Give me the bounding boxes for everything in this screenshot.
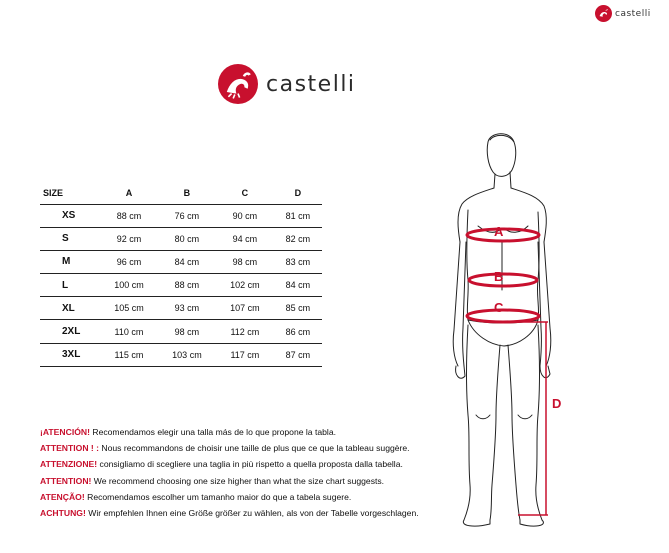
size-cell: 2XL	[40, 320, 100, 343]
value-cell: 94 cm	[216, 227, 274, 250]
value-cell: 98 cm	[216, 250, 274, 273]
scorpion-icon	[595, 5, 612, 22]
value-cell: 88 cm	[100, 204, 158, 227]
table-row	[40, 204, 322, 227]
value-cell: 82 cm	[274, 227, 322, 250]
value-cell: 103 cm	[158, 343, 216, 366]
value-cell: 85 cm	[274, 297, 322, 320]
value-cell: 83 cm	[274, 250, 322, 273]
value-cell: 96 cm	[100, 250, 158, 273]
table-row	[40, 227, 322, 250]
scorpion-icon	[218, 64, 258, 104]
value-cell: 107 cm	[216, 297, 274, 320]
label-d: D	[552, 396, 562, 411]
header-c: C	[216, 182, 274, 204]
value-cell: 117 cm	[216, 343, 274, 366]
value-cell: 92 cm	[100, 227, 158, 250]
note-italian: ATTENZIONE! consigliamo di scegliere una taglia in più rispetto a quella proposta dalla tabella.	[40, 459, 403, 470]
value-cell: 76 cm	[158, 204, 216, 227]
size-chart-table	[40, 182, 322, 367]
brand-logo	[218, 64, 356, 104]
brand-logo-small	[595, 5, 651, 22]
label-c: C	[494, 300, 504, 315]
table-row	[40, 274, 322, 297]
header-d: D	[274, 182, 322, 204]
header-a: A	[100, 182, 158, 204]
value-cell: 86 cm	[274, 320, 322, 343]
size-cell: S	[40, 227, 100, 250]
note-portuguese: ATENÇÃO! Recomendamos escolher um tamanho maior do que a tabela sugere.	[40, 491, 352, 502]
header-b: B	[158, 182, 216, 204]
label-b: B	[494, 269, 504, 284]
note-english: ATTENTION! We recommend choosing one size higher than what the size chart suggests.	[40, 475, 385, 486]
brand-wordmark: castelli	[266, 71, 356, 97]
value-cell: 81 cm	[274, 204, 322, 227]
value-cell: 112 cm	[216, 320, 274, 343]
value-cell: 110 cm	[100, 320, 158, 343]
size-cell: XS	[40, 204, 100, 227]
note-german: ACHTUNG! Wir empfehlen Ihnen eine Größe größer zu wählen, als von der Tabelle vorgeschlagen.	[40, 508, 419, 519]
label-a: A	[494, 224, 504, 239]
table-row	[40, 343, 322, 366]
body-measurement-figure	[438, 130, 578, 530]
value-cell: 100 cm	[100, 274, 158, 297]
size-cell: L	[40, 274, 100, 297]
value-cell: 115 cm	[100, 343, 158, 366]
body-outline-icon	[438, 130, 578, 530]
value-cell: 87 cm	[274, 343, 322, 366]
size-cell: XL	[40, 297, 100, 320]
note-french: ATTENTION ! : Nous recommandons de choisir une taille de plus que ce que la tableau suggère.	[40, 443, 410, 454]
value-cell: 93 cm	[158, 297, 216, 320]
size-cell: 3XL	[40, 343, 100, 366]
size-cell: M	[40, 250, 100, 273]
note-spanish: ¡ATENCIÓN! Recomendamos elegir una talla más de lo que propone la tabla.	[40, 427, 336, 437]
value-cell: 80 cm	[158, 227, 216, 250]
value-cell: 90 cm	[216, 204, 274, 227]
value-cell: 102 cm	[216, 274, 274, 297]
table-row	[40, 320, 322, 343]
value-cell: 84 cm	[158, 250, 216, 273]
value-cell: 84 cm	[274, 274, 322, 297]
value-cell: 88 cm	[158, 274, 216, 297]
table-row	[40, 297, 322, 320]
header-size: SIZE	[40, 182, 100, 204]
table-row	[40, 250, 322, 273]
value-cell: 105 cm	[100, 297, 158, 320]
brand-wordmark-small: castelli	[615, 8, 651, 19]
sizing-notes	[40, 424, 419, 521]
table-header-row	[40, 182, 322, 204]
value-cell: 98 cm	[158, 320, 216, 343]
